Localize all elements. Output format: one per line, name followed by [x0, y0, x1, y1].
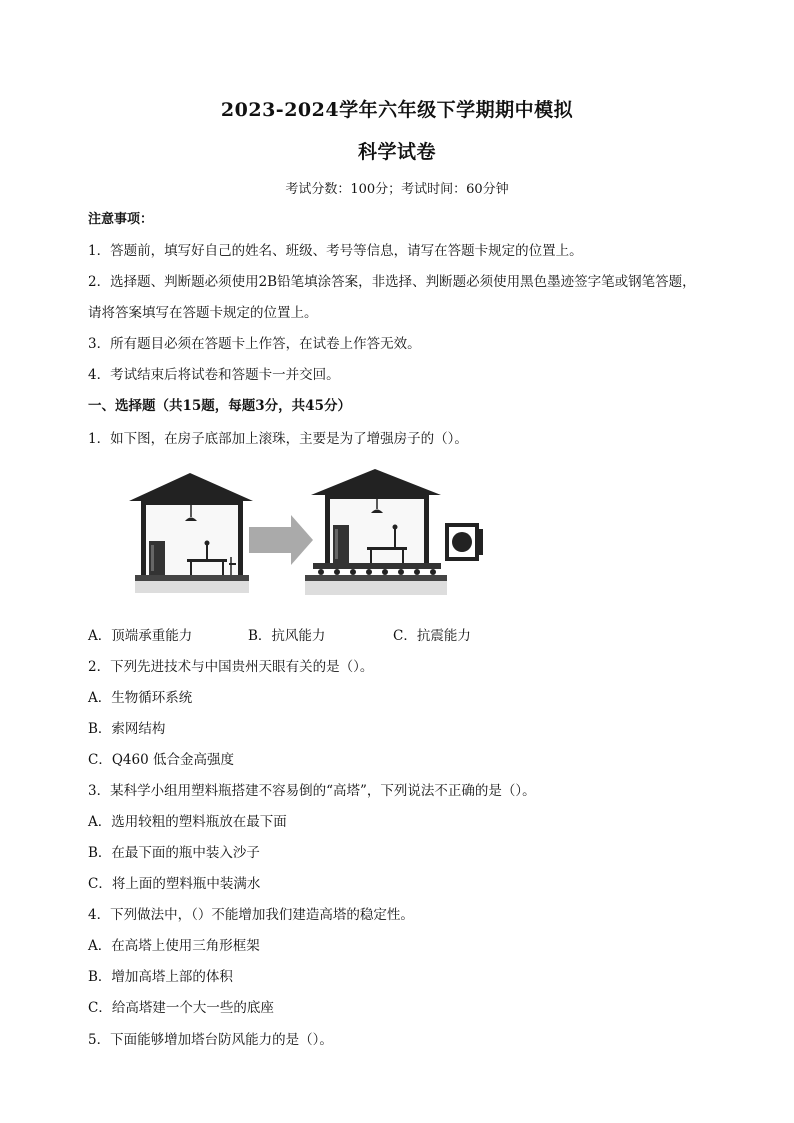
option-c: C．将上面的塑料瓶中装满水 [88, 876, 261, 892]
option-c: C．Q460 低合金高强度 [88, 752, 234, 768]
option-b: B．索网结构 [88, 721, 166, 737]
option-c: C．给高塔建一个大一些的底座 [88, 1000, 274, 1016]
option-a: A．生物循环系统 [88, 690, 193, 706]
exam-title: 2023-2024学年六年级下学期期中模拟 [220, 99, 574, 121]
house-before [129, 473, 253, 593]
house-after [305, 469, 483, 595]
question-stem-1: 1．如下图，在房子底部加上滚珠，主要是为了增强房子的（）。 [88, 431, 468, 447]
roller-detail [447, 525, 483, 559]
option-a: A．顶端承重能力 [88, 628, 193, 644]
house-roller-figure [125, 465, 485, 605]
roller-balls [318, 569, 436, 575]
option-b: B．在最下面的瓶中装入沙子 [88, 845, 260, 861]
option-a: A．选用较粗的塑料瓶放在最下面 [88, 814, 287, 830]
exam-meta: 考试分数：100分；考试时间：60分钟 [285, 182, 509, 197]
exam-subject: 科学试卷 [357, 141, 436, 163]
question-stem-2: 2．下列先进技术与中国贵州天眼有关的是（）。 [88, 659, 374, 675]
notice-item: 2．选择题、判断题必须使用2B铅笔填涂答案，非选择、判断题必须使用黑色墨迹签字笔或钢笔答题， [88, 274, 696, 290]
option-c: C．抗震能力 [393, 628, 471, 644]
question-stem-5: 5．下面能够增加塔台防风能力的是（）。 [88, 1032, 333, 1048]
question-stem-3: 3．某科学小组用塑料瓶搭建不容易倒的“高塔”，下列说法不正确的是（）。 [88, 783, 536, 799]
notice-item: 请将答案填写在答题卡规定的位置上。 [88, 305, 318, 321]
option-b: B．抗风能力 [248, 628, 326, 644]
notice-heading: 注意事项： [88, 212, 154, 227]
question-stem-4: 4．下列做法中，（）不能增加我们建造高塔的稳定性。 [88, 907, 414, 923]
option-a: A．在高塔上使用三角形框架 [88, 938, 260, 954]
notice-item: 3．所有题目必须在答题卡上作答，在试卷上作答无效。 [88, 336, 421, 352]
option-b: B．增加高塔上部的体积 [88, 969, 233, 985]
notice-item: 1．答题前，填写好自己的姓名、班级、考号等信息，请写在答题卡规定的位置上。 [88, 243, 583, 259]
section-heading: 一、选择题（共15题，每题3分，共45分） [88, 398, 351, 414]
notice-item: 4．考试结束后将试卷和答题卡一并交回。 [88, 367, 340, 383]
arrow-icon [249, 515, 313, 565]
